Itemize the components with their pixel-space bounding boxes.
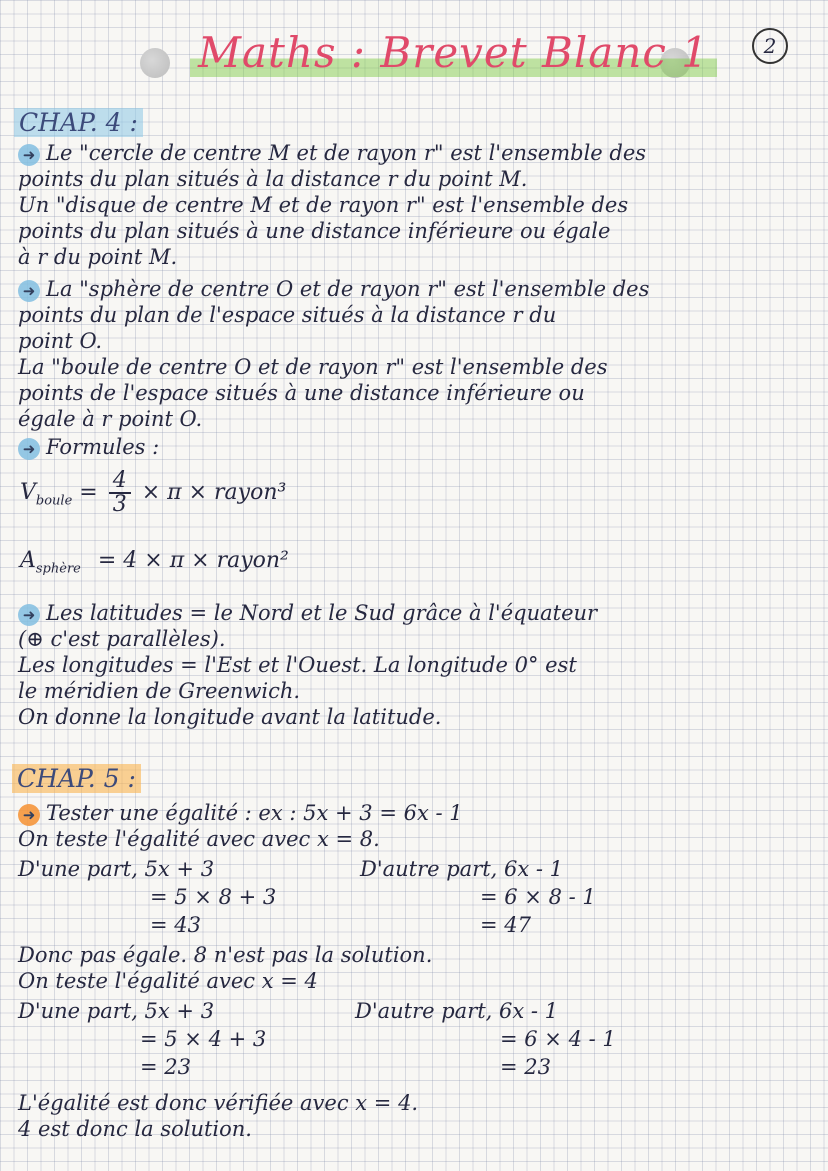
arrow-icon: ➜ [18, 604, 40, 626]
formula-aire-sphere: $A_{sphère} = 4 \times \pi$ × rayon² [20, 548, 289, 577]
order-line: On donne la longitude avant la latitude. [18, 705, 442, 729]
test2-left-1: = 5 × 4 + 3 [140, 1027, 267, 1051]
chap4-line: Un "disque de centre M et de rayon r" est l'ensemble des [18, 193, 629, 217]
longitude-line: Les longitudes = l'Est et l'Ouest. La longitude 0° est [18, 653, 577, 677]
test2-right-2: = 23 [500, 1055, 551, 1079]
arrow-icon: ➜ [18, 438, 40, 460]
arrow-icon: ➜ [18, 804, 40, 826]
test1-right-2: = 47 [480, 913, 531, 937]
chap4-line: points du plan de l'espace situés à la distance r du [18, 303, 557, 327]
chap5-mid-line: Donc pas égale. 8 n'est pas la solution. [18, 943, 433, 967]
greenwich-line: le méridien de Greenwich. [18, 679, 301, 703]
chap5-conclusion: L'égalité est donc vérifiée avec x = 4. [18, 1091, 419, 1115]
test2-left-2: = 23 [140, 1055, 191, 1079]
chap4-heading: CHAP. 4 : [14, 108, 143, 137]
chap4-line: points de l'espace situés à une distance inférieure ou [18, 381, 585, 405]
chap4-line: ➜ Le "cercle de centre M et de rayon r" est l'ensemble des [18, 140, 646, 166]
page-number: 2 [752, 28, 788, 64]
test1-right-0: D'autre part, 6x - 1 [360, 857, 564, 881]
chap5-heading: CHAP. 5 : [12, 764, 141, 793]
chap4-line: points du plan situés à la distance r du point M. [18, 167, 528, 191]
latitude-note: (⊕ c'est parallèles). [18, 627, 226, 651]
test1-left-1: = 5 × 8 + 3 [150, 885, 277, 909]
test2-right-0: D'autre part, 6x - 1 [355, 999, 559, 1023]
chap5-line: On teste l'égalité avec avec x = 8. [18, 827, 380, 851]
test1-right-1: = 6 × 8 - 1 [480, 885, 596, 909]
binder-hole-left [140, 48, 170, 78]
chap4-line: point O. [18, 329, 103, 353]
chap4-line: La "boule de centre O et de rayon r" est l'ensemble des [18, 355, 608, 379]
formulas-label: ➜ Formules : [18, 434, 159, 460]
formula-volume-boule: $V_{boule}$ = $\frac{4}{3}$ × π × rayon³ [20, 468, 287, 517]
chap5-conclusion: 4 est donc la solution. [18, 1117, 252, 1141]
test1-left-0: D'une part, 5x + 3 [18, 857, 215, 881]
chap4-line: égale à r point O. [18, 407, 203, 431]
page-title: Maths : Brevet Blanc 1 [190, 28, 717, 77]
chap4-line: à r du point M. [18, 245, 178, 269]
chap4-line: ➜ La "sphère de centre O et de rayon r" est l'ensemble des [18, 276, 649, 302]
chap4-line: points du plan situés à une distance inférieure ou égale [18, 219, 611, 243]
test2-left-0: D'une part, 5x + 3 [18, 999, 215, 1023]
arrow-icon: ➜ [18, 280, 40, 302]
chap5-mid-line: On teste l'égalité avec x = 4 [18, 969, 318, 993]
chap5-line: ➜ Tester une égalité : ex : 5x + 3 = 6x - 1 [18, 800, 463, 826]
test1-left-2: = 43 [150, 913, 201, 937]
latitude-line: ➜ Les latitudes = le Nord et le Sud grâce à l'équateur [18, 600, 597, 626]
arrow-icon: ➜ [18, 144, 40, 166]
test2-right-1: = 6 × 4 - 1 [500, 1027, 616, 1051]
